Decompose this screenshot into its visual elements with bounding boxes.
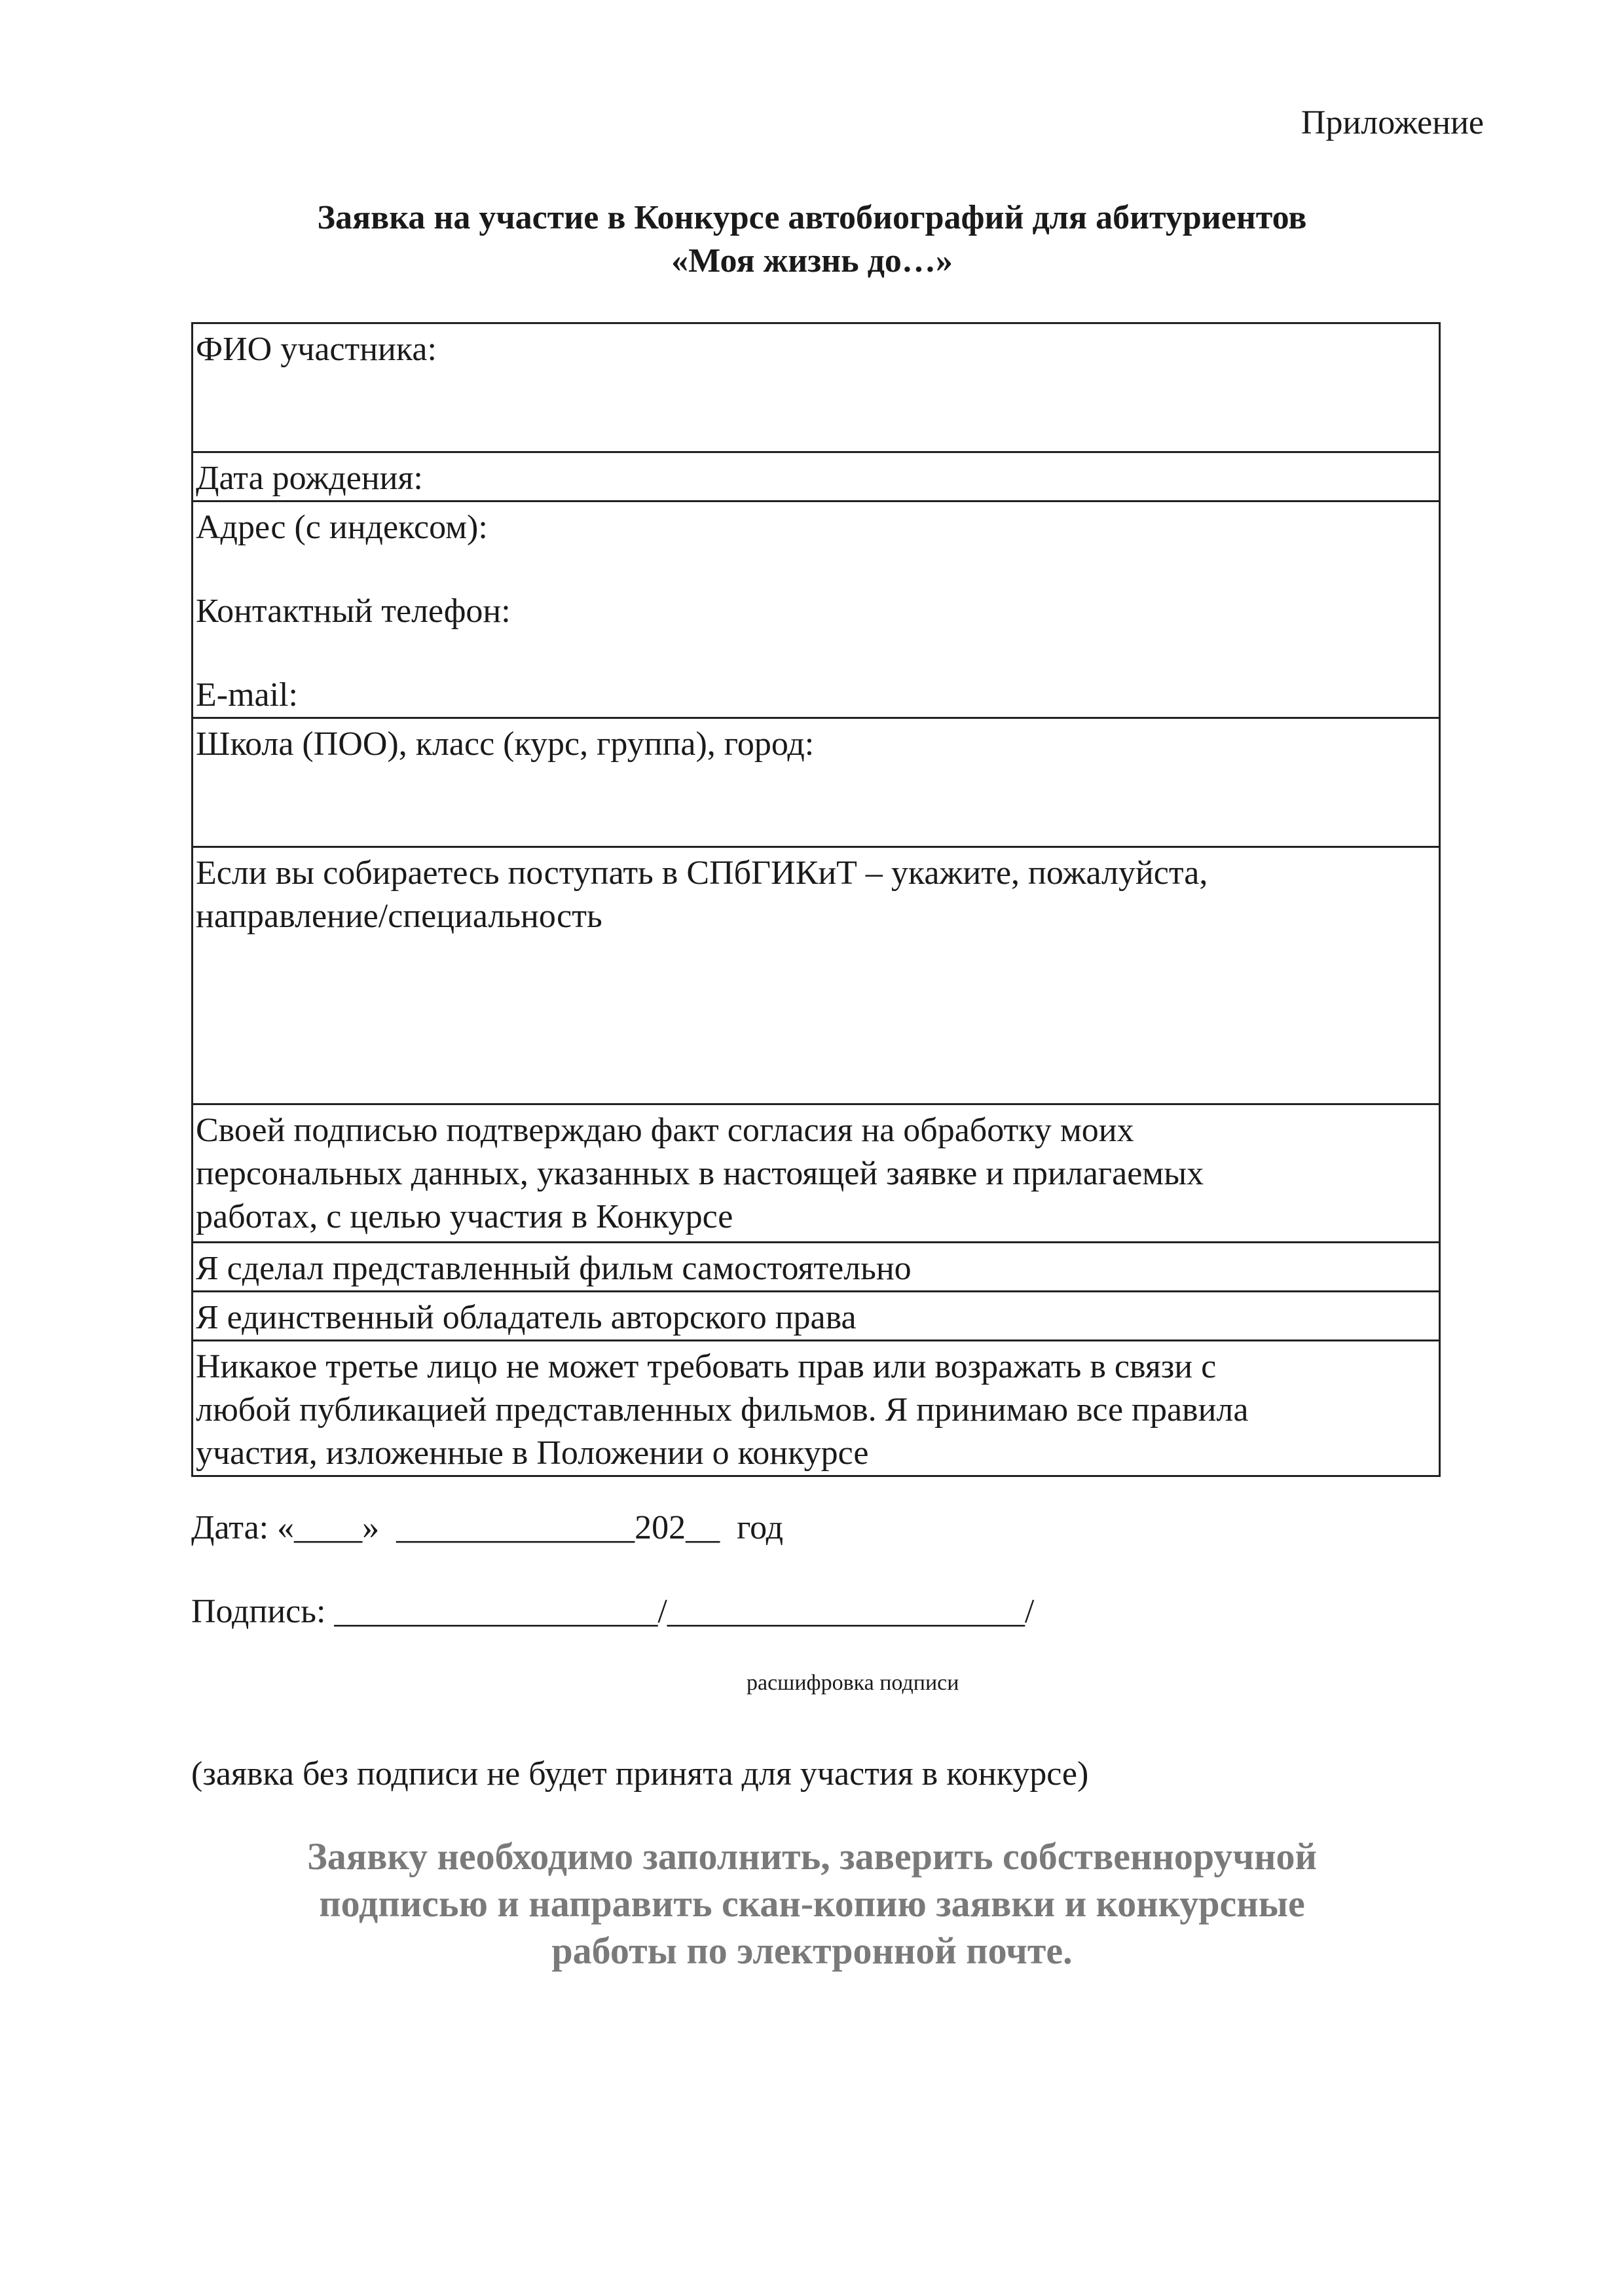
form-row-school [193, 718, 1440, 847]
signature-note: (заявка без подписи не будет принята для участия в конкурсе) [191, 1755, 1089, 1793]
specialty-label-line-2: направление/специальность [196, 898, 602, 935]
title-line-1: Заявка на участие в Конкурсе автобиографий для абитуриентов [317, 199, 1307, 236]
application-form-table [191, 322, 1441, 1477]
email-label: E-mail: [196, 676, 298, 714]
school-label: Школа (ПОО), класс (курс, группа), город: [196, 725, 815, 763]
form-row-sole-owner [193, 1292, 1440, 1341]
third-party-line-1: Никакое третье лицо не может требовать прав или возражать в связи с [196, 1348, 1217, 1385]
specialty-label-line-1: Если вы собираетесь поступать в СПбГИКиТ – укажите, пожалуйста, [196, 854, 1208, 892]
third-party-line-3: участия, изложенные в Положении о конкурсе [196, 1434, 869, 1472]
birth-date-label: Дата рождения: [196, 460, 423, 497]
form-row-specialty [193, 847, 1440, 1104]
form-row-consent [193, 1104, 1440, 1243]
title-line-2: «Моя жизнь до…» [671, 242, 953, 280]
address-label: Адрес (с индексом): [196, 509, 488, 546]
date-field[interactable]: Дата: «____» ______________202__ год [191, 1509, 784, 1546]
fio-field[interactable] [193, 323, 1440, 452]
submission-instruction [0, 1833, 1624, 1975]
consent-line-2: персональных данных, указанных в настоящей заявке и прилагаемых [196, 1155, 1204, 1192]
form-row-birth-date [193, 452, 1440, 501]
sole-owner-text: Я единственный обладатель авторского права [196, 1299, 857, 1336]
birth-date-field[interactable] [193, 452, 1440, 501]
made-myself-statement [193, 1243, 1440, 1292]
form-row-fio [193, 323, 1440, 452]
third-party-statement [193, 1341, 1440, 1476]
third-party-line-2: любой публикацией представленных фильмов. Я принимаю все правила [196, 1391, 1249, 1429]
phone-label: Контактный телефон: [196, 592, 511, 630]
form-row-third-party [193, 1341, 1440, 1476]
instruction-line-2: подписью и направить скан-копию заявки и конкурсные [319, 1882, 1305, 1925]
signature-field[interactable]: Подпись: ___________________/_____________________/ [191, 1593, 1035, 1630]
consent-line-1: Своей подписью подтверждаю факт согласия на обработку моих [196, 1112, 1134, 1149]
form-row-made-myself [193, 1243, 1440, 1292]
contacts-field[interactable] [193, 501, 1440, 718]
instruction-line-1: Заявку необходимо заполнить, заверить собственноручной [307, 1835, 1317, 1878]
specialty-field[interactable] [193, 847, 1440, 1104]
document-title [0, 196, 1624, 283]
form-row-contacts [193, 501, 1440, 718]
signature-decode-caption: расшифровка подписи [747, 1671, 959, 1695]
fio-label: ФИО участника: [196, 331, 437, 368]
consent-line-3: работах, с целью участия в Конкурсе [196, 1198, 733, 1235]
made-myself-text: Я сделал представленный фильм самостоятельно [196, 1250, 912, 1287]
school-field[interactable] [193, 718, 1440, 847]
sole-owner-statement [193, 1292, 1440, 1341]
appendix-label: Приложение [1301, 104, 1484, 141]
instruction-line-3: работы по электронной почте. [551, 1929, 1073, 1972]
consent-field [193, 1104, 1440, 1243]
